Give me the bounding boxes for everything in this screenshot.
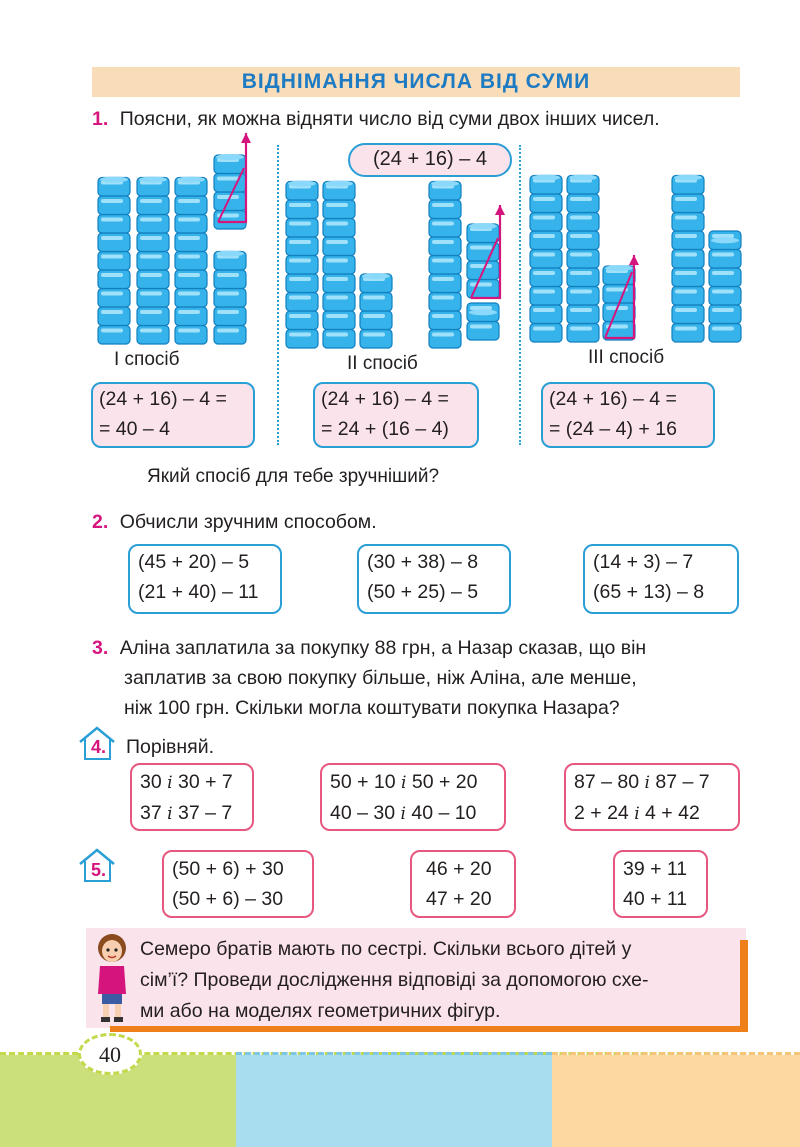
tip-line: Семеро братів мають по сестрі. Скільки всього дітей у (140, 938, 632, 960)
expression: 47 + 20 (426, 888, 492, 910)
arrow-icon (495, 205, 505, 215)
cube-column-icon (137, 177, 169, 345)
footer-band-blue (236, 1055, 552, 1147)
cube-column-icon (530, 175, 562, 343)
cube-column-icon (467, 223, 499, 298)
tip-text (140, 934, 740, 1027)
method-1-label: І спосіб (114, 349, 180, 370)
method-3-box (541, 382, 715, 448)
method-line: = 40 – 4 (99, 418, 171, 440)
task-number: 4. (91, 737, 107, 757)
cube-column-icon (429, 181, 461, 349)
method-line: = (24 – 4) + 16 (549, 418, 677, 440)
expression: 40 + 11 (623, 888, 688, 910)
method-2-box (313, 382, 479, 448)
task-2-box-2 (357, 544, 511, 614)
task-number: 3. (92, 637, 109, 659)
cube-column-icon (467, 303, 499, 340)
task-5-box-3 (613, 850, 708, 918)
cube-column-icon (286, 181, 318, 349)
page-number: 40 (78, 1033, 142, 1075)
divider (519, 145, 521, 445)
expression: (50 + 25) – 5 (367, 581, 479, 603)
method-line: (24 + 16) – 4 = (99, 388, 227, 410)
girl-illustration (90, 932, 134, 1024)
tip-line: сім’ї? Проведи дослідження відповіді за допомогою схе- (140, 969, 649, 991)
expression: (50 + 6) – 30 (172, 888, 284, 910)
task-4-box-1: 30 і 30 + 7 37 і 37 – 7 (130, 763, 254, 831)
task-2-box-1 (128, 544, 282, 614)
footer-dashes (552, 1052, 800, 1055)
tip-border (740, 940, 748, 1032)
tip-line: ми або на моделях геометричних фігур. (140, 1000, 501, 1022)
cube-column-icon (98, 177, 130, 345)
expression: (21 + 40) – 11 (138, 581, 259, 603)
cube-illustration (0, 0, 800, 380)
task-number: 2. (92, 511, 109, 533)
task-text: Порівняй. (126, 736, 215, 758)
question: Який спосіб для тебе зручніший? (147, 466, 440, 487)
footer-band-peach (552, 1055, 800, 1147)
expression: 46 + 20 (426, 858, 492, 880)
task-5-box-1 (162, 850, 314, 918)
task-3 (92, 633, 742, 723)
task-text: Обчисли зручним способом. (119, 511, 377, 533)
expression-pill: (24 + 16) – 4 (348, 143, 512, 177)
expression: (45 + 20) – 5 (138, 551, 250, 573)
cube-column-icon (214, 154, 246, 229)
arrow-icon (241, 133, 251, 143)
footer-dashes (236, 1052, 552, 1055)
cube-column-icon (709, 231, 741, 342)
task-text-line: ніж 100 грн. Скільки могла коштувати покупка Назара? (124, 697, 620, 719)
cube-column-icon (672, 175, 704, 343)
cube-column-icon (323, 181, 355, 349)
expression: (30 + 38) – 8 (367, 551, 479, 573)
cube-column-icon (360, 273, 392, 348)
cube-column-icon (214, 251, 246, 345)
task-text: Поясни, як можна відняти число від суми двох інших чисел. (119, 108, 660, 130)
method-1-box (91, 382, 255, 448)
task-text-line: заплатив за свою покупку більше, ніж Аліна, але менше, (124, 667, 637, 689)
method-3-label: ІІІ спосіб (588, 347, 665, 368)
expression: (14 + 3) – 7 (593, 551, 694, 573)
task-number: 1. (92, 108, 109, 130)
method-line: (24 + 16) – 4 = (321, 388, 449, 410)
method-2-label: ІІ спосіб (347, 353, 418, 374)
task-2 (92, 509, 377, 535)
expression: (65 + 13) – 8 (593, 581, 705, 603)
task-text-line: Аліна заплатила за покупку 88 грн, а Назар сказав, що він (119, 637, 647, 659)
task-2-box-3 (583, 544, 739, 614)
expression: (50 + 6) + 30 (172, 858, 284, 880)
method-line: = 24 + (16 – 4) (321, 418, 449, 440)
arrow-icon (629, 255, 639, 265)
divider (277, 145, 279, 445)
task-4-box-3: 87 – 80 і 87 – 7 2 + 24 і 4 + 42 (564, 763, 740, 831)
task-number: 5. (91, 860, 107, 880)
expression: 39 + 11 (623, 858, 688, 880)
method-line: (24 + 16) – 4 = (549, 388, 677, 410)
task-5-box-2 (410, 850, 516, 918)
task-4-box-2: 50 + 10 і 50 + 20 40 – 30 і 40 – 10 (320, 763, 506, 831)
cube-column-icon (567, 175, 599, 343)
page-title: ВІДНІМАННЯ ЧИСЛА ВІД СУМИ (241, 70, 591, 93)
cube-column-icon (175, 177, 207, 345)
